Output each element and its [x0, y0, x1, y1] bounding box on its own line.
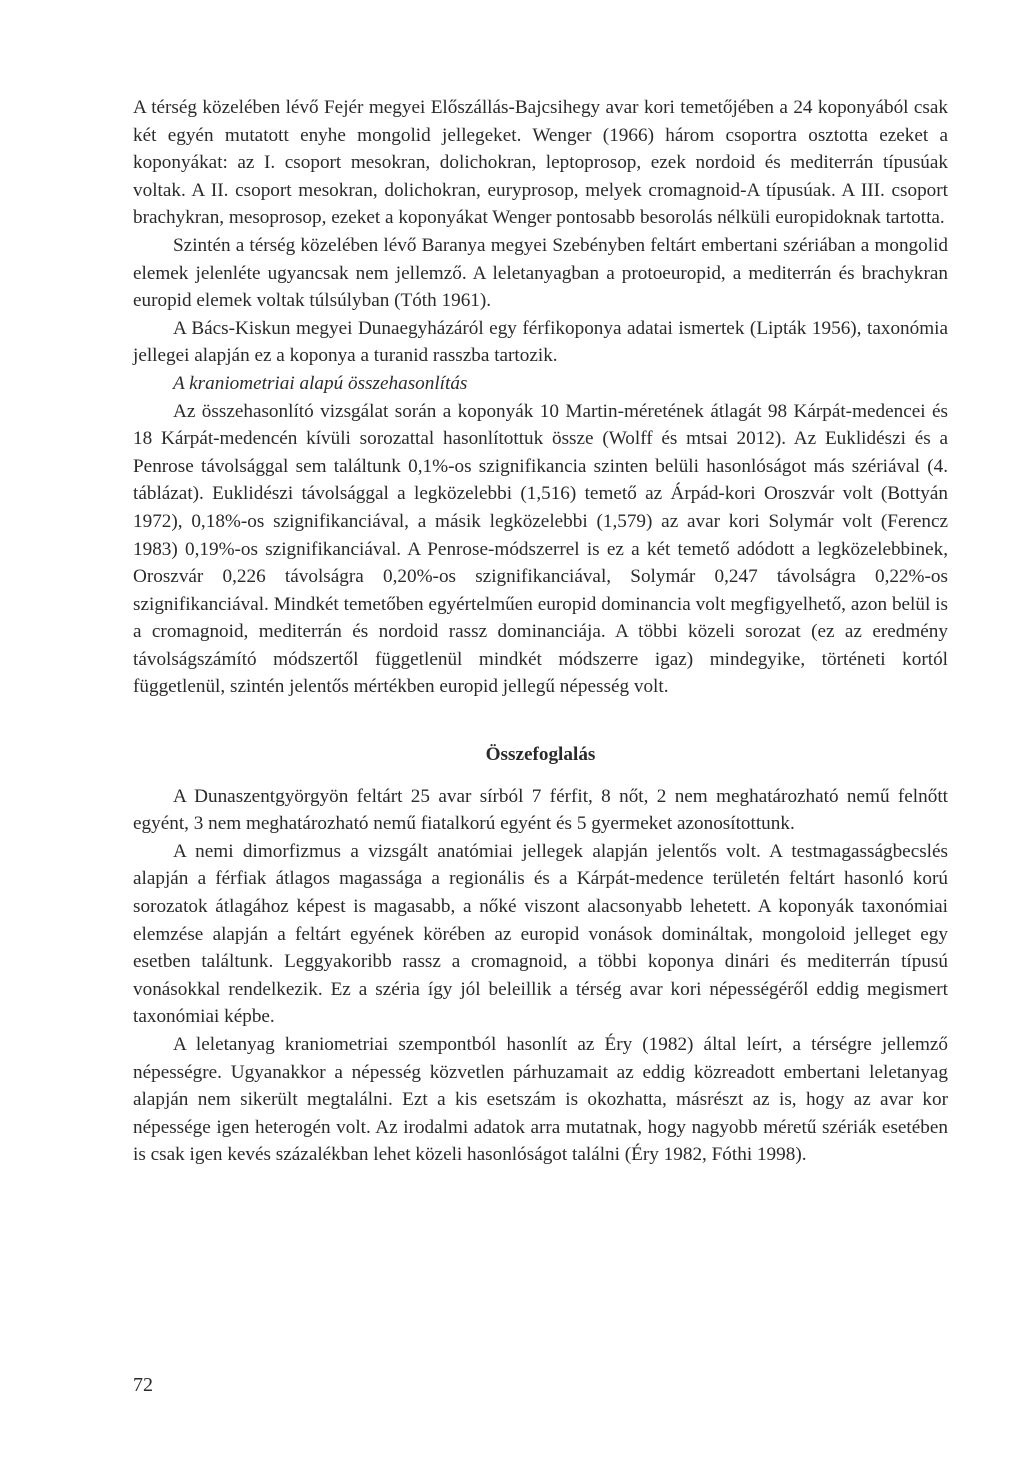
page-number: 72 [133, 1374, 153, 1396]
section-title-kraniometria: A kraniometriai alapú összehasonlítás [173, 372, 468, 394]
document-body [133, 94, 948, 1169]
paragraph-elosallas: A térség közelében lévő Fejér megyei Előszállás-Bajcsihegy avar kori temetőjében a 24 koponyából csak két egyén mutatott enyhe mongolid jellegeket. Wenger (1966) három csoportra osztotta ezeket a koponyákat: az I. csoport mesokran, dolichokran, leptoprosop, ezek nordoid és mediterrán típusúak voltak. A II. csoport mesokran, dolichokran, euryprosop, melyek cromagnoid-A típusúak. A III. csoport brachykran, mesoprosop, ezeket a koponyákat Wenger pontosabb besorolás nélküli europidoknak tartotta. [133, 97, 948, 229]
summary-paragraph-1: A Dunaszentgyörgyön feltárt 25 avar sírból 7 férfit, 8 nőt, 2 nem meghatározható nemű felnőtt egyént, 3 nem meghatározható nemű fiatalkorú egyént és 5 gyermeket azonosítottunk. [133, 785, 948, 835]
paragraph-comparison: Az összehasonlító vizsgálat során a koponyák 10 Martin-méretének átlagát 98 Kárpát-medencei és 18 Kárpát-medencén kívüli sorozattal hasonlítottuk össze (Wolff és mtsai 2012). Az Euklidészi és a Penrose távolsággal sem találtunk 0,1%-os szignifikancia szinten belüli hasonlóságot más szériával (4. táblázat). Euklidészi távolsággal a legközelebbi (1,516) temető az Árpád-kori Oroszvár volt (Bottyán 1972), 0,18%-os szignifikanciával, a másik legközelebbi (1,579) az avar kori Solymár volt (Ferencz 1983) 0,19%-os szignifikanciával. A Penrose-módszerrel is ez a két temető adódott a legközelebbinek, Oroszvár 0,226 távolságra 0,20%-os szignifikanciával, Solymár 0,247 távolságra 0,22%-os szignifikanciával. Mindkét temetőben egyértelműen europid dominancia volt megfigyelhető, azon belül is a cromagnoid, mediterrán és nordoid rassz dominanciája. A többi közeli sorozat (ez az eredmény távolságszámító módszertől függetlenül mindkét módszerre igaz) mindegyike, történeti kortól függetlenül, szintén jelentős mértékben europid jellegű népesség volt. [133, 400, 948, 698]
summary-heading: Összefoglalás [485, 744, 596, 766]
summary-paragraph-3: A leletanyag kraniometriai szempontból hasonlít az Éry (1982) által leírt, a térségre jellemző népességre. Ugyanakkor a népesség közvetlen párhuzamait az eddig közreadott embertani leletanyag alapján nem sikerült megtalálni. Ezt a kis esetszám is okozhatta, másrészt az is, hogy az avar kor népessége igen heterogén volt. Az irodalmi adatok arra mutatnak, hogy nagyobb méretű szériák esetében is csak igen kevés százalékban lehet közeli hasonlóságot találni (Éry 1982, Fóthi 1998). [133, 1034, 948, 1166]
summary-paragraph-2: A nemi dimorfizmus a vizsgált anatómiai jellegek alapján jelentős volt. A testmagasságbecslés alapján a férfiak átlagos magassága a regionális és a Kárpát-medence területén feltárt hasonló korú sorozatok átlagához képest is magasabb, a nőké viszont alacsonyabb lehetett. A koponyák taxonómiai elemzése alapján a feltárt egyének körében az europid vonások domináltak, mongoloid jelleget egy esetben találtunk. Leggyakoribb rassz a cromagnoid, a többi koponya dinári és mediterrán típusú vonásokkal rendelkezik. Ez a széria így jól beleillik a térség avar kori népességéről eddig megismert taxonómiai képbe. [133, 840, 948, 1028]
paragraph-szebeny: Szintén a térség közelében lévő Baranya megyei Szebényben feltárt embertani szériában a mongolid elemek jelenléte ugyancsak nem jellemző. A leletanyagban a protoeuropid, a mediterrán és brachykran europid elemek voltak túlsúlyban (Tóth 1961). [133, 234, 948, 312]
paragraph-dunaegyhaza: A Bács-Kiskun megyei Dunaegyházáról egy férfikoponya adatai ismertek (Lipták 1956), taxonómia jellegei alapján ez a koponya a turanid rasszba tartozik. [133, 317, 948, 367]
